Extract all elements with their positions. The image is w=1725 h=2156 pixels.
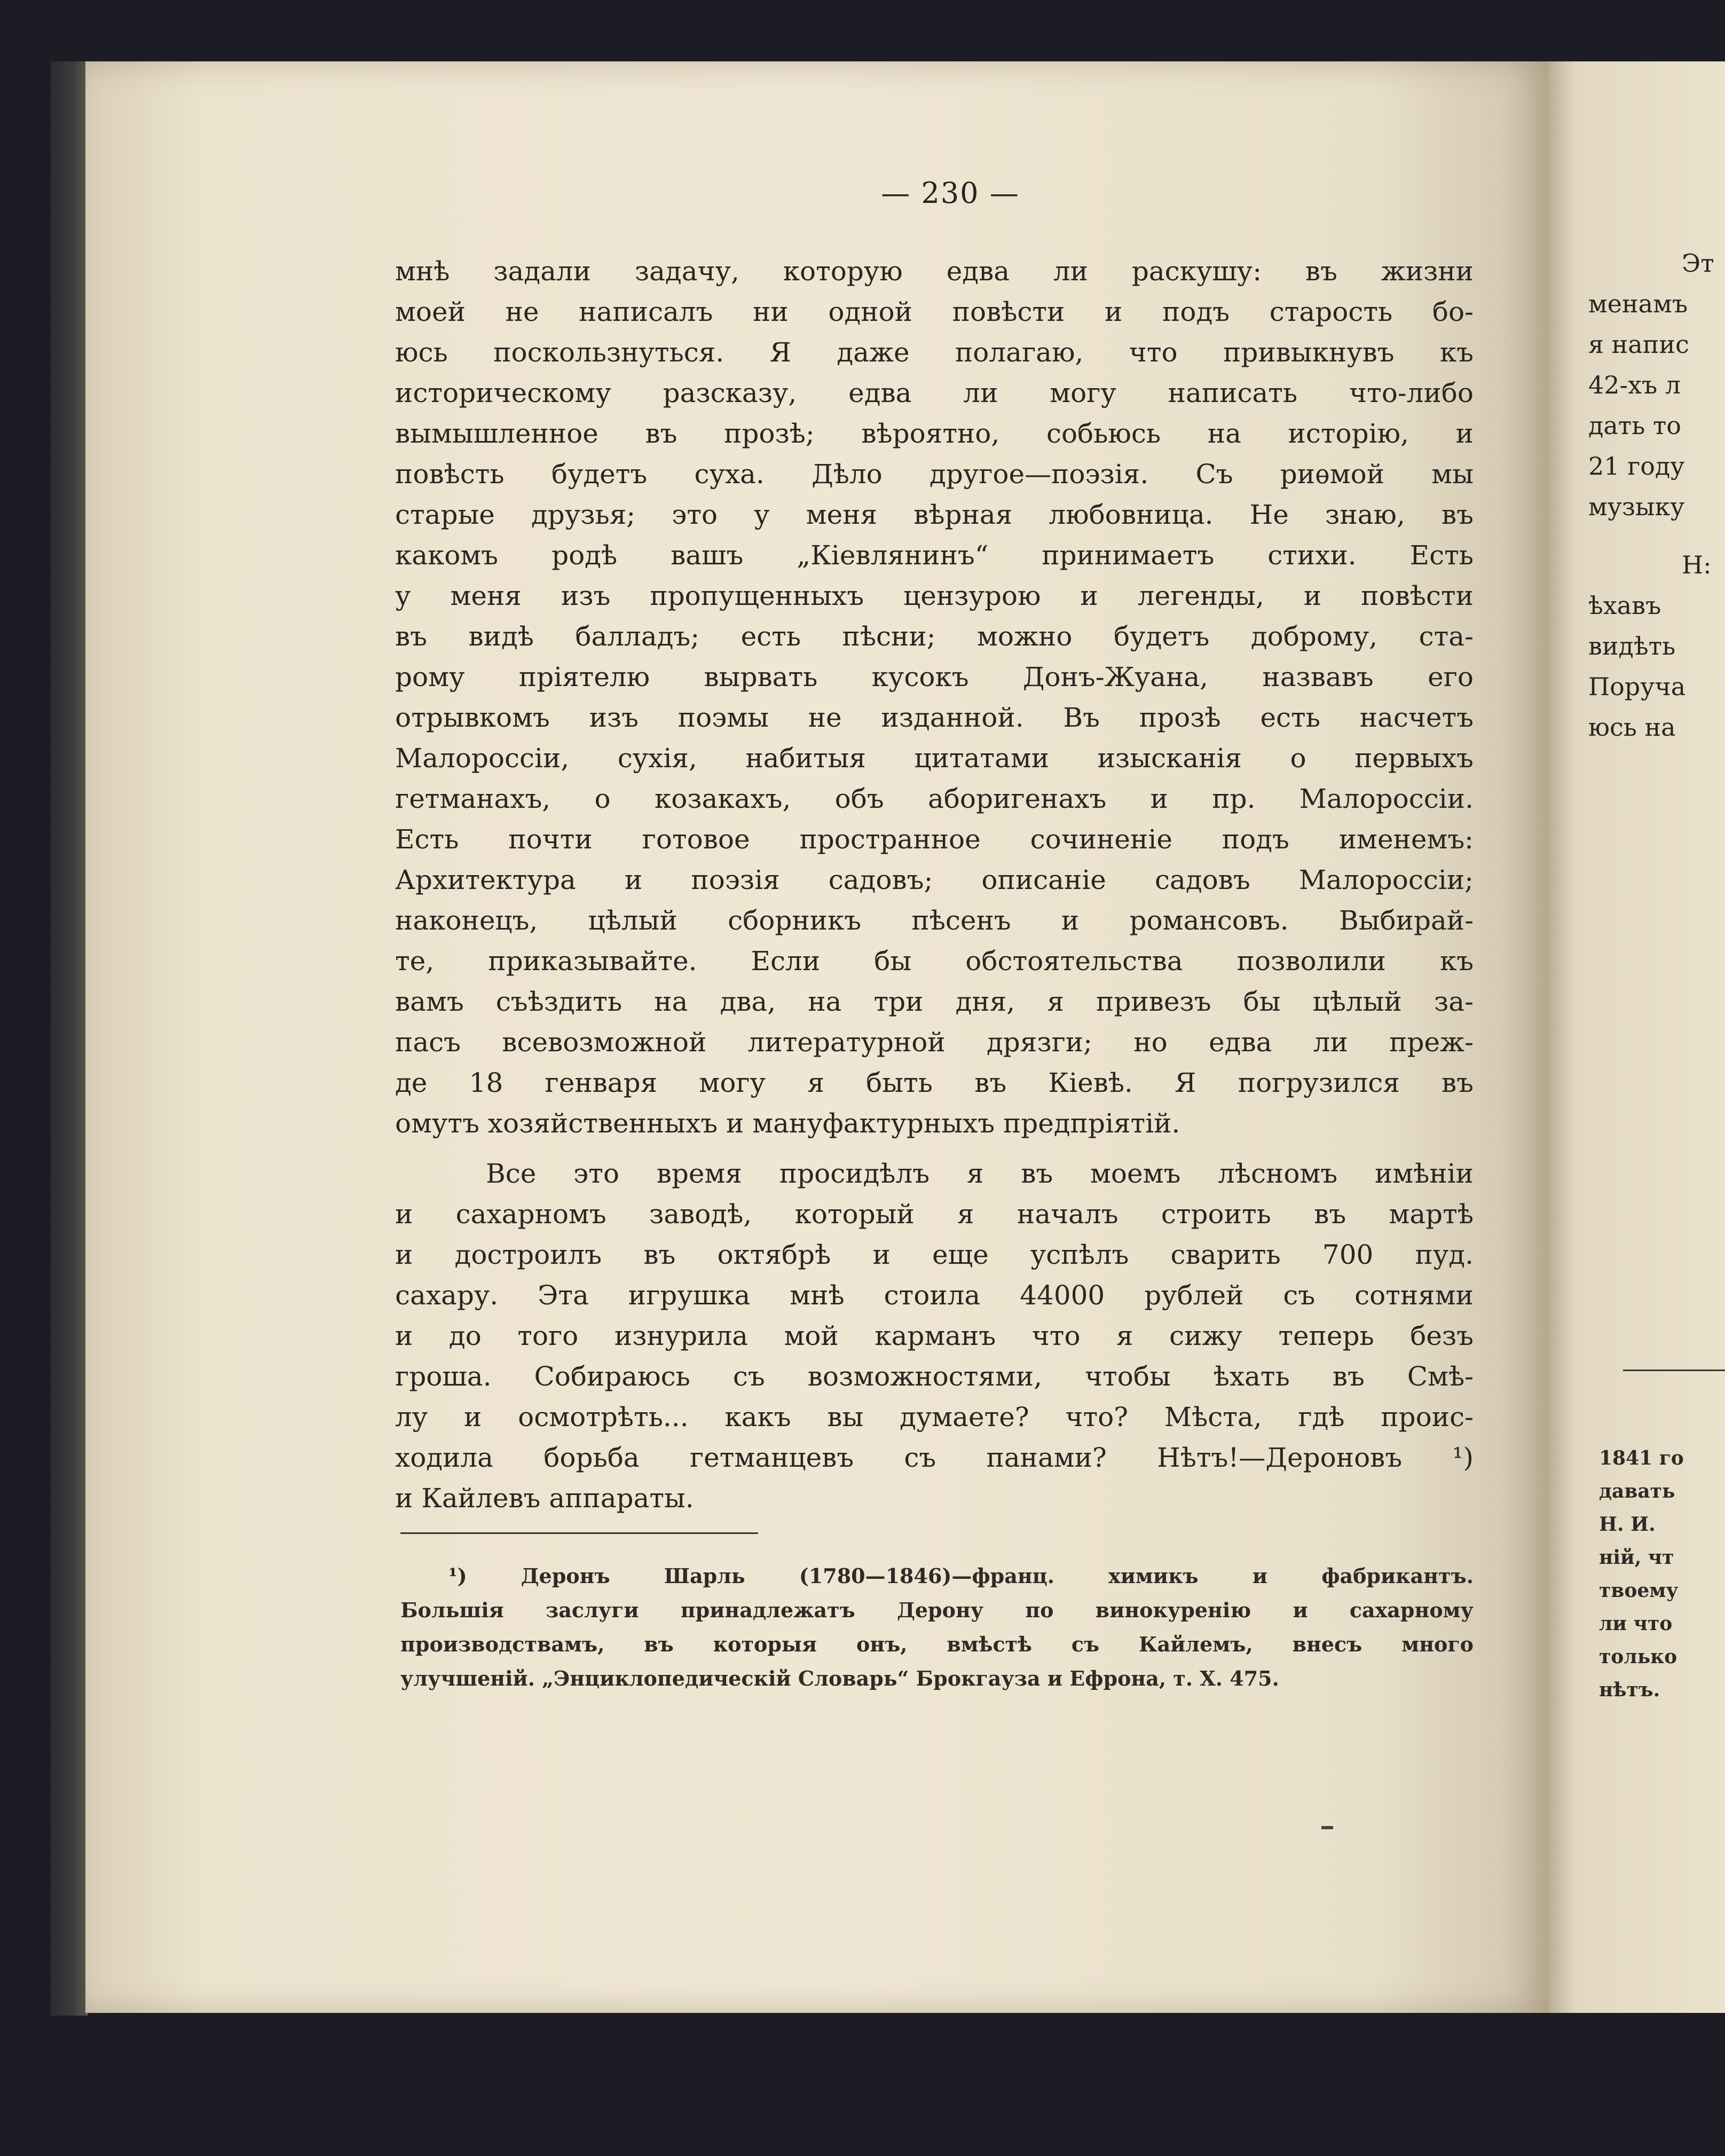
right-footnote-line: ли что [1599, 1612, 1673, 1635]
text-line: омутъ хозяйственныхъ и мануфактурныхъ предпріятій. [395, 1108, 1180, 1139]
text-line: наконецъ, цѣлый сборникъ пѣсенъ и романсовъ. Выбирай- [395, 905, 1474, 936]
page-speck [1321, 1826, 1333, 1829]
text-line: рому пріятелю вырвать кусокъ Донъ-Жуана, назвавъ его [395, 662, 1474, 693]
footnote-line: ¹) Деронъ Шарль (1780—1846)—франц. химикъ и фабрикантъ. [448, 1564, 1474, 1588]
book-cover-edge [51, 61, 88, 2016]
text-line: вамъ съѣздить на два, на три дня, я привезъ бы цѣлый за- [395, 986, 1474, 1017]
right-text-line: музыку [1588, 492, 1685, 521]
right-footnote-line: ній, чт [1599, 1546, 1674, 1569]
right-text-line: юсь на [1588, 713, 1676, 742]
text-line: и достроилъ въ октябрѣ и еще успѣлъ сварить 700 пуд. [395, 1239, 1474, 1270]
text-line: юсь поскользнуться. Я даже полагаю, что привыкнувъ къ [395, 337, 1474, 368]
text-line: въ видѣ балладъ; есть пѣсни; можно будетъ доброму, ста- [395, 621, 1474, 652]
text-line: Малороссіи, сухія, набитыя цитатами изысканія о первыхъ [395, 743, 1474, 774]
page-number: — 230 — [881, 176, 1020, 210]
text-line: отрывкомъ изъ поэмы не изданной. Въ прозѣ есть насчетъ [395, 702, 1474, 733]
right-text-line: дать то [1588, 411, 1682, 440]
right-text-line: Поруча [1588, 672, 1686, 701]
text-line: гроша. Собираюсь съ возможностями, чтобы ѣхать въ Смѣ- [395, 1361, 1474, 1392]
right-text-line: 42-хъ л [1588, 371, 1681, 399]
text-line: какомъ родѣ вашъ „Кіевлянинъ“ принимаетъ стихи. Есть [395, 540, 1474, 571]
right-footnote-line: 1841 го [1599, 1447, 1684, 1469]
right-footnote-line: твоему [1599, 1579, 1679, 1602]
right-text-line: я напис [1588, 330, 1689, 359]
footnote-line: улучшеній. „Энциклопедическій Словарь“ Брокгауза и Ефрона, т. X. 475. [400, 1666, 1279, 1690]
text-line: гетманахъ, о козакахъ, объ аборигенахъ и пр. Малороссіи. [395, 783, 1474, 814]
text-line: те, приказывайте. Если бы обстоятельства позволили къ [395, 946, 1474, 977]
text-line: у меня изъ пропущенныхъ цензурою и легенды, и повѣсти [395, 580, 1474, 611]
footnote-rule [400, 1532, 758, 1534]
text-line: ходила борьба гетманцевъ съ панами? Нѣтъ!—Дероновъ ¹) [395, 1442, 1474, 1473]
right-footnote-line: Н. И. [1599, 1513, 1656, 1536]
text-line: моей не написалъ ни одной повѣсти и подъ старость бо- [395, 296, 1474, 327]
right-text-line: Н: [1682, 550, 1712, 579]
text-line: и Кайлевъ аппараты. [395, 1483, 694, 1514]
right-text-line: Эт [1682, 249, 1714, 278]
text-line: Есть почти готовое пространное сочиненіе подъ именемъ: [395, 824, 1474, 855]
text-line: повѣсть будетъ суха. Дѣло другое—поэзія. Съ риѳмой мы [395, 459, 1474, 490]
text-line: пасъ всевозможной литературной дрязги; но едва ли преж- [395, 1027, 1474, 1058]
right-text-line: видѣть [1588, 632, 1676, 660]
text-line: историческому разсказу, едва ли могу написать что-либо [395, 377, 1474, 408]
right-footnote-line: нѣтъ. [1599, 1679, 1660, 1701]
text-line: сахару. Эта игрушка мнѣ стоила 44000 рублей съ сотнями [395, 1280, 1474, 1311]
right-footnote-line: давать [1599, 1480, 1675, 1502]
text-line: вымышленное въ прозѣ; вѣроятно, собьюсь на исторію, и [395, 418, 1474, 449]
right-text-line: ѣхавъ [1588, 591, 1661, 620]
text-line: и до того изнурила мой карманъ что я сижу теперь безъ [395, 1320, 1474, 1351]
text-line: старые друзья; это у меня вѣрная любовница. Не знаю, въ [395, 499, 1474, 530]
text-line: лу и осмотрѣть... какъ вы думаете? что? Мѣста, гдѣ проис- [395, 1402, 1474, 1433]
right-footnote-rule [1623, 1370, 1725, 1371]
right-text-line: менамъ [1588, 289, 1688, 318]
text-line: Архитектура и поэзія садовъ; описаніе садовъ Малороссіи; [395, 864, 1474, 895]
text-line: и сахарномъ заводѣ, который я началъ строить въ мартѣ [395, 1199, 1474, 1230]
text-line: Все это время просидѣлъ я въ моемъ лѣсномъ имѣніи [486, 1158, 1474, 1189]
right-footnote-line: только [1599, 1646, 1677, 1668]
footnote-line: Большія заслуги принадлежатъ Дерону по винокуренію и сахарному [400, 1598, 1474, 1622]
background-strip [1425, 2013, 1725, 2156]
footnote-line: производствамъ, въ которыя онъ, вмѣстѣ съ Кайлемъ, внесъ много [400, 1632, 1474, 1656]
text-line: мнѣ задали задачу, которую едва ли раскушу: въ жизни [395, 256, 1474, 287]
text-line: де 18 генваря могу я быть въ Кіевѣ. Я погрузился въ [395, 1067, 1474, 1098]
right-text-line: 21 году [1588, 452, 1685, 481]
